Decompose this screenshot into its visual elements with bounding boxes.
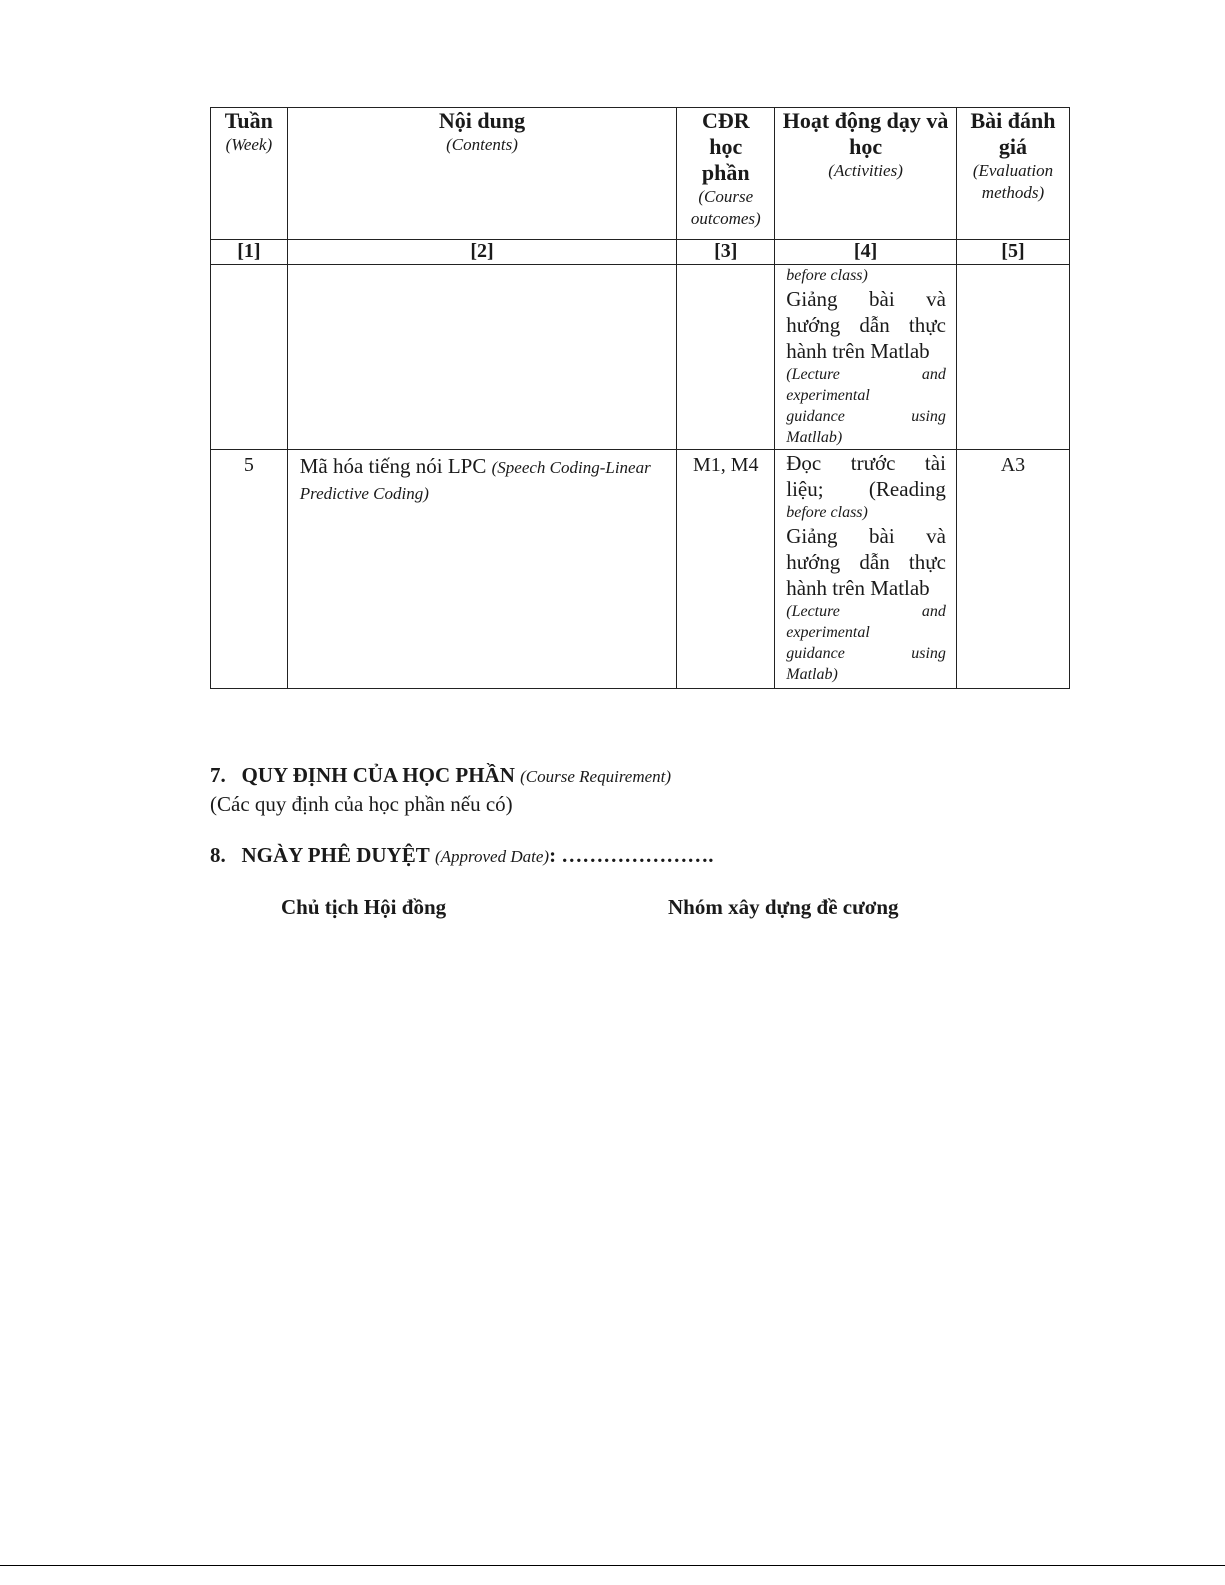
table-row-week-5 (211, 450, 1070, 689)
section-7-heading: 7. QUY ĐỊNH CỦA HỌC PHẦN (Course Requirement) (210, 763, 672, 787)
activity-line: Giảng bài và (786, 524, 946, 548)
column-number: [4] (775, 240, 957, 265)
column-number: [1] (211, 240, 288, 265)
content-vi: Mã hóa tiếng nói LPC (299, 454, 487, 478)
activity-line: (Lecture and (786, 366, 946, 383)
activity-line: Matllab) (786, 429, 843, 446)
signature-drafting-group: Nhóm xây dựng đề cương (668, 895, 899, 919)
table-header-row (211, 108, 1070, 240)
activity-cell (775, 450, 957, 689)
activity-line: Matlab) (786, 666, 838, 683)
header-content: Nội dung (Contents) (287, 108, 677, 240)
activity-line: hành trên Matlab (786, 576, 930, 600)
signature-chairman: Chủ tịch Hội đồng (281, 895, 447, 919)
header-clo: CĐR học phần (Course outcomes) (677, 108, 775, 240)
week-number: 5 (211, 450, 288, 689)
evaluation-cell: A3 (956, 450, 1069, 689)
clo-cell: M1, M4 (677, 450, 775, 689)
section-7-note: (Các quy định của học phần nếu có) (210, 792, 513, 816)
activity-line: before class) (786, 267, 868, 284)
activity-line: guidance using (786, 645, 946, 662)
syllabus-table (210, 107, 1070, 689)
section-8-heading: 8. NGÀY PHÊ DUYỆT (Approved Date): …………………. (210, 843, 714, 867)
activity-line: before class) (786, 504, 868, 521)
header-activity: Hoạt động dạy và học (Activities) (775, 108, 957, 240)
activity-line: guidance using (786, 408, 946, 425)
activity-line: Giảng bài và (786, 287, 946, 311)
column-number: [3] (677, 240, 775, 265)
activity-line: experimental (786, 387, 870, 404)
activity-line: hướng dẫn thực (786, 313, 946, 337)
header-week: Tuần (Week) (211, 108, 288, 240)
activity-lines (786, 265, 946, 448)
column-number-row (211, 240, 1070, 265)
activity-line: (Lecture and (786, 603, 946, 620)
activity-lines (786, 450, 946, 685)
page-bottom-rule (0, 1565, 1225, 1566)
content-en: (Speech Coding-Linear Predictive Coding) (299, 458, 651, 503)
activity-line: hành trên Matlab (786, 339, 930, 363)
column-number: [2] (287, 240, 677, 265)
column-number: [5] (956, 240, 1069, 265)
header-evaluation: Bài đánh giá (Evaluation methods) (956, 108, 1069, 240)
activity-line: hướng dẫn thực (786, 550, 946, 574)
activity-line: Đọc trước tài (786, 451, 946, 475)
activity-line: liệu; (Reading (786, 477, 946, 501)
activity-cell (775, 265, 957, 450)
table-row-continued (211, 265, 1070, 450)
activity-line: experimental (786, 624, 870, 641)
content-cell (287, 450, 677, 689)
